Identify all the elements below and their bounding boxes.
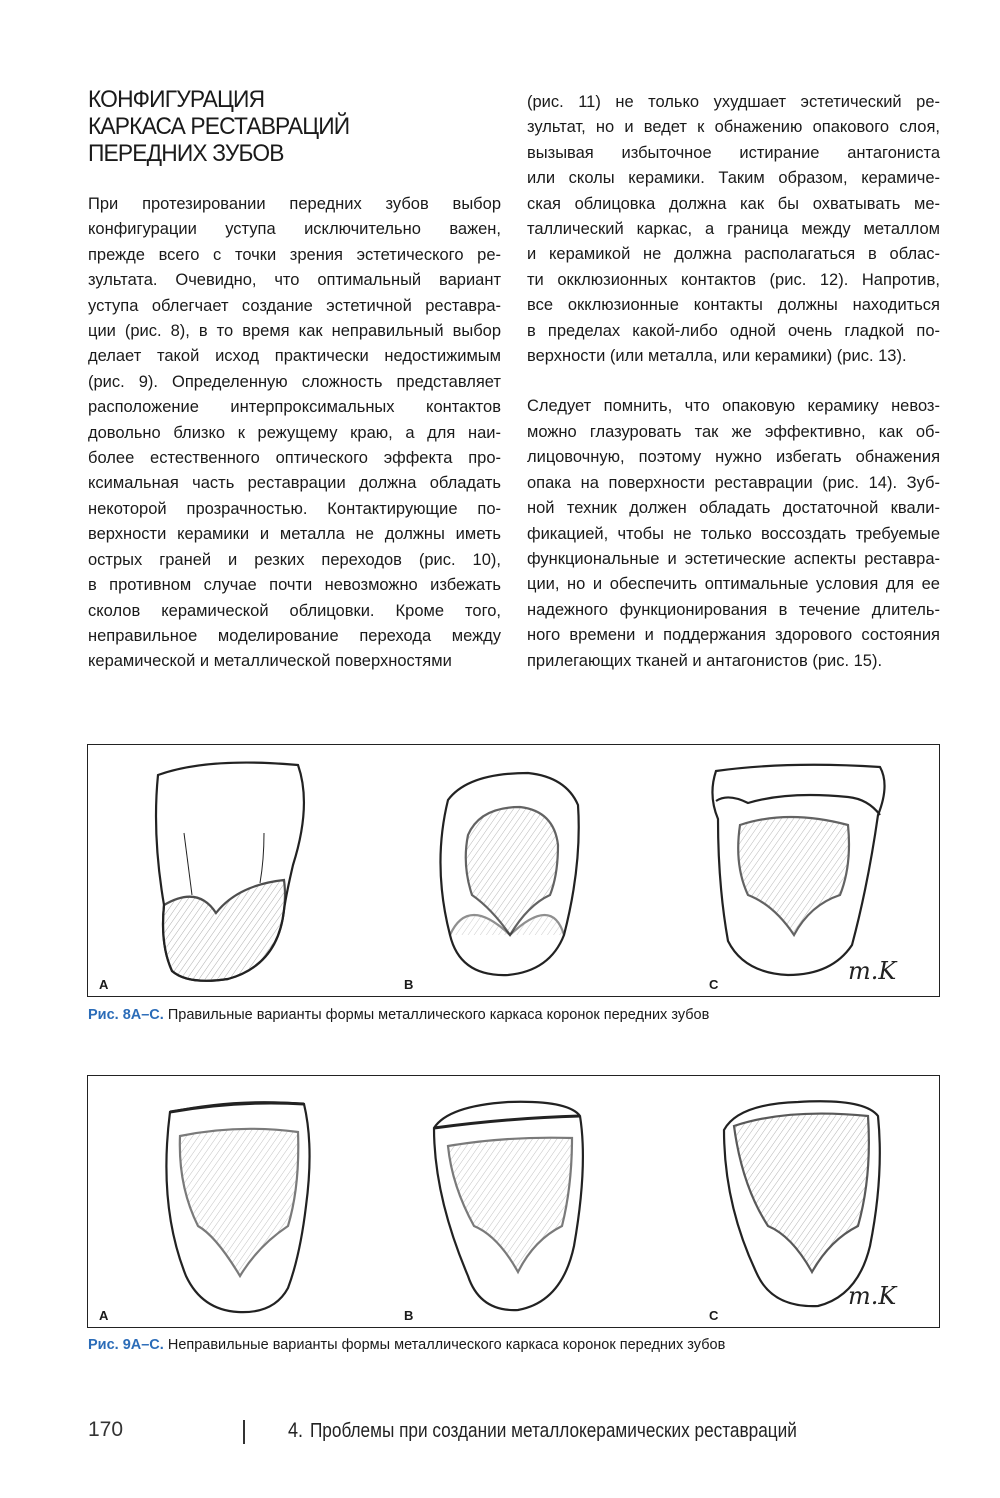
text-line: ной техник должен обладать достаточной квали- (527, 499, 940, 518)
text-line: таллический каркас, а граница между металлом (527, 220, 940, 239)
text-line: прилегающих тканей и антагонистов (рис. 15). (527, 651, 883, 670)
page-number: 170 (88, 1418, 124, 1441)
figure-9-caption-text: Неправильные варианты формы металлического каркаса коронок передних зубов (163, 1337, 726, 1353)
text-line: Следует помнить, что опаковую керамику невоз- (527, 397, 940, 416)
text-line: некоторой прозрачностью. Контактирующие по- (88, 499, 501, 518)
figure-9-artist-signature: m.K (848, 1282, 897, 1310)
text-line: надежного функционирования в течение длитель- (527, 600, 940, 619)
text-line: ская облицовка должна как бы охватывать ме- (527, 194, 940, 213)
heading-line-1: КОНФИГУРАЦИЯ (88, 86, 265, 113)
text-line: делает такой исход практически недостижимым (88, 347, 501, 366)
text-line: все окклюзионные контакты должны находиться (527, 296, 940, 315)
section-heading (88, 86, 404, 167)
text-line: зультат, но и ведет к обнажению опакового слоя, (527, 118, 940, 137)
text-line: ции (рис. 8), в то время как неправильный выбор (88, 322, 501, 341)
figure-9-caption (88, 1337, 725, 1353)
figure-8-drawings (88, 745, 939, 996)
text-line: можно глазуровать так же эффективно, как об- (527, 422, 940, 441)
right-paragraph-2 (527, 394, 940, 673)
text-line: фикацией, чтобы не только воссоздать требуемые (527, 524, 940, 543)
text-line: неправильное моделирование перехода между (88, 626, 501, 645)
text-line: прежде всего с точки зрения эстетического ре- (88, 245, 501, 264)
figure-8-label-b: B (404, 977, 414, 992)
text-line: конфигурации уступа исключительно важен, (88, 220, 501, 239)
figure-8-caption-id: Рис. 8А–С. (88, 1007, 164, 1023)
footer-divider (243, 1420, 245, 1444)
text-line: опака на поверхности реставрации (рис. 14). Зуб- (527, 473, 940, 492)
text-line: ти окклюзионных контактов (рис. 12). Напротив, (527, 270, 940, 289)
chapter-title (288, 1419, 797, 1443)
text-line: сколов керамической облицовки. Кроме того, (88, 601, 501, 620)
text-line: в противном случае почти невозможно избежать (88, 576, 501, 595)
text-line: довольно близко к режущему краю, а для наи- (88, 423, 501, 442)
text-line: в пределах какой-либо одной очень гладкой по- (527, 321, 940, 340)
text-line: керамической и металлической поверхностями (88, 652, 452, 671)
heading-line-3: ПЕРЕДНИХ ЗУБОВ (88, 140, 284, 167)
figure-9-label-b: B (404, 1308, 414, 1323)
tooth-8b-drawing (440, 773, 578, 975)
tooth-9b-drawing (434, 1102, 583, 1310)
text-line: расположение интерпроксимальных контактов (88, 398, 501, 417)
text-line: функциональные и эстетические аспекты реставра- (527, 549, 940, 568)
body-text-left-column (88, 192, 501, 675)
text-line: более естественного оптического эффекта про- (88, 449, 501, 468)
text-line: ного времени и поддержания здорового состояния (527, 626, 940, 645)
figure-8-label-c: C (709, 977, 719, 992)
text-line: зультата. Очевидно, что оптимальный вариант (88, 271, 501, 290)
figure-9-caption-id: Рис. 9А–С. (88, 1337, 164, 1353)
page-footer (88, 1418, 948, 1448)
text-line: вызывая избыточное истирание антагониста (527, 143, 940, 162)
text-line: (рис. 11) не только ухудшает эстетический ре- (527, 93, 940, 111)
figure-8-illustration (87, 744, 940, 997)
figure-9-illustration (87, 1075, 940, 1328)
text-line: При протезировании передних зубов выбор (88, 195, 501, 213)
chapter-title-text: Проблемы при создании металлокерамических реставраций (309, 1420, 797, 1442)
figure-8-caption (88, 1007, 709, 1023)
figure-8-label-a: A (99, 977, 109, 992)
body-text-right-column (527, 90, 940, 674)
text-line: острых граней и резких переходов (рис. 10), (88, 550, 501, 569)
tooth-8a-drawing (156, 763, 304, 981)
tooth-9c-drawing (724, 1101, 880, 1306)
text-line: и керамикой не должна располагаться в облас- (527, 245, 940, 264)
text-line: ции, но и обеспечить оптимальные условия для ее (527, 575, 940, 594)
text-line: верхности (или металла, или керамики) (рис. 13). (527, 347, 907, 366)
heading-line-2: КАРКАСА РЕСТАВРАЦИЙ (88, 113, 350, 140)
right-paragraph-1 (527, 90, 940, 369)
text-line: уступа облегчает создание эстетичной реставра- (88, 296, 501, 315)
text-line: лицовочную, поэтому нужно избегать обнажения (527, 448, 940, 467)
tooth-8c-drawing (712, 765, 884, 975)
text-line: верхности керамики и металла не должны иметь (88, 525, 501, 544)
figure-9-label-c: C (709, 1308, 719, 1323)
text-line: ксимальная часть реставрации должна обладать (88, 474, 501, 493)
chapter-number: 4. (288, 1419, 304, 1442)
figure-9-drawings (88, 1076, 939, 1327)
figure-8-artist-signature: m.K (848, 957, 897, 985)
tooth-9a-drawing (166, 1102, 309, 1312)
figure-8-caption-text: Правильные варианты формы металлического каркаса коронок передних зубов (163, 1007, 710, 1023)
text-line: (рис. 9). Определенную сложность представляет (88, 372, 501, 391)
figure-9-label-a: A (99, 1308, 109, 1323)
text-line: или сколы керамики. Таким образом, керамиче- (527, 169, 940, 188)
